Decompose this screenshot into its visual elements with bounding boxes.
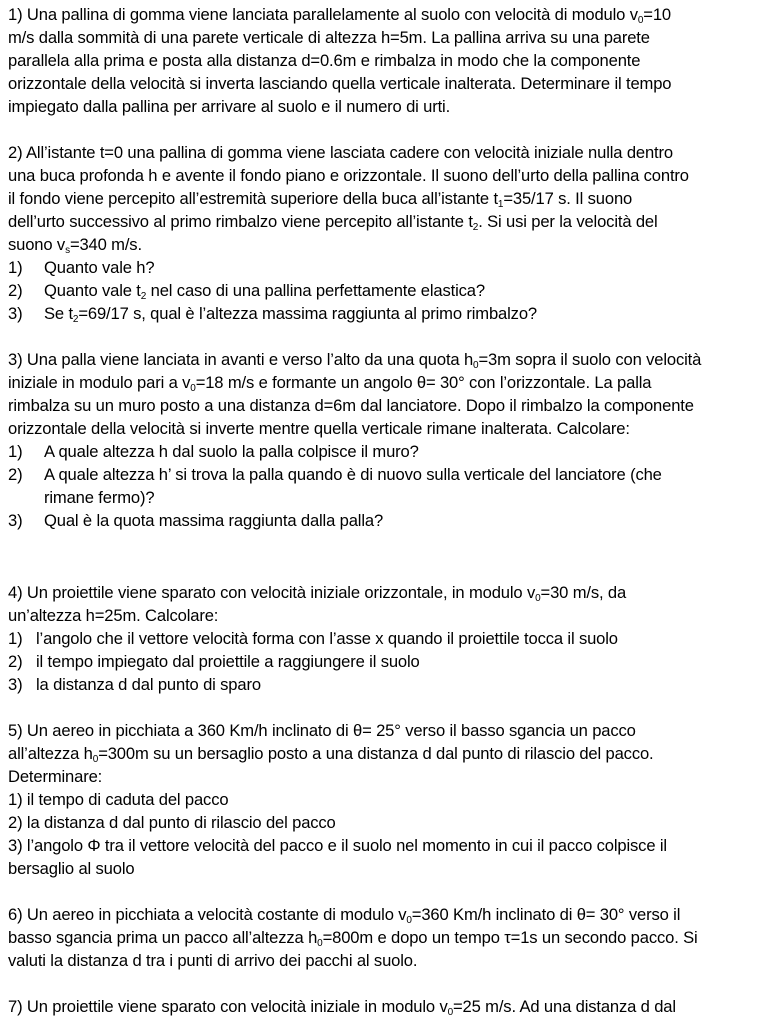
- problem-4: [8, 581, 760, 696]
- text-line: un’altezza h=25m. Calcolare:: [8, 606, 219, 625]
- problem-7: [8, 995, 760, 1018]
- text-line: all’altezza $h_0=300m$ su un bersaglio posto a una distanza d dal punto di rilascio del pacco.: [8, 744, 654, 765]
- list-item: 2) Quanto vale $t_2$ nel caso di una pallina perfettamente elastica?: [8, 281, 485, 302]
- text-line: 2) All’istante t=0 una pallina di gomma viene lasciata cadere con velocità iniziale nulla dentro: [8, 143, 673, 162]
- text-line: 7) Un proiettile viene sparato con velocità iniziale in modulo $v_0=25$ m/s. Ad una distanza d dal: [8, 997, 676, 1018]
- text-line: bersaglio al suolo: [8, 859, 135, 878]
- text-line: valuti la distanza d tra i punti di arrivo dei pacchi al suolo.: [8, 951, 418, 970]
- list-item: 1) l’angolo che il vettore velocità forma con l’asse x quando il proiettile tocca il suolo: [8, 629, 618, 648]
- question-list: [8, 440, 760, 532]
- list-item: 2) il tempo impiegato dal proiettile a raggiungere il suolo: [8, 652, 420, 671]
- list-item: 3) Se $t_2=69/17$ s, qual è l’altezza massima raggiunta al primo rimbalzo?: [8, 304, 537, 325]
- text-line: 2) la distanza d dal punto di rilascio del pacco: [8, 813, 336, 832]
- text-line: 1) il tempo di caduta del pacco: [8, 790, 229, 809]
- text-line: basso sgancia prima un pacco all’altezza $h_0=800m$ e dopo un tempo τ=1s un secondo pacco. Si: [8, 928, 698, 949]
- problem-2: [8, 141, 760, 325]
- list-item: 3) Qual è la quota massima raggiunta dalla palla?: [8, 511, 384, 530]
- text-line: orizzontale della velocità si inverta lasciando quella verticale inalterata. Determinare il tempo: [8, 74, 672, 93]
- question-list: [8, 256, 760, 325]
- problem-5: [8, 719, 760, 880]
- text-line: il fondo viene percepito all’estremità superiore della buca all’istante $t_1=35/17$ s. Il suono: [8, 189, 633, 210]
- text-line: 3) Una palla viene lanciata in avanti e verso l’alto da una quota $h_0=3m$ sopra il suolo con velocità: [8, 350, 702, 371]
- text-line: 6) Un aereo in picchiata a velocità costante di modulo $v_0=360$ Km/h inclinato di θ= 30° verso il: [8, 905, 681, 926]
- text-line: rimbalza su un muro posto a una distanza d=6m dal lanciatore. Dopo il rimbalzo la componente: [8, 396, 694, 415]
- text-line: orizzontale della velocità si inverte mentre quella verticale rimane inalterata. Calcolare:: [8, 419, 630, 438]
- list-item: 1) A quale altezza h dal suolo la palla colpisce il muro?: [8, 442, 419, 461]
- text-line: Determinare:: [8, 767, 103, 786]
- text-line: 4) Un proiettile viene sparato con velocità iniziale orizzontale, in modulo $v_0=30$ m/s, da: [8, 583, 627, 604]
- text-line: suono $v_s=340$ m/s.: [8, 235, 142, 256]
- text-line: una buca profonda h e avente il fondo piano e orizzontale. Il suono dell’urto della pallina contro: [8, 166, 689, 185]
- text-line: parallela alla prima e posta alla distanza d=0.6m e rimbalza in modo che la componente: [8, 51, 641, 70]
- text-line: 3) l’angolo Φ tra il vettore velocità del pacco e il suolo nel momento in cui il pacco colpisce il: [8, 836, 667, 855]
- problem-1: [8, 3, 760, 118]
- text-line: dell’urto successivo al primo rimbalzo viene percepito all’istante $t_2$. Si usi per la velocità del: [8, 212, 658, 233]
- problem-3: [8, 348, 760, 532]
- text-line: 5) Un aereo in picchiata a 360 Km/h inclinato di θ= 25° verso il basso sgancia un pacco: [8, 721, 636, 740]
- text-line: impiegato dalla pallina per arrivare al suolo e il numero di urti.: [8, 97, 451, 116]
- list-item: 2) A quale altezza h’ si trova la palla quando è di nuovo sulla verticale del lanciatore (che rimane fermo)?: [8, 465, 662, 507]
- text-line: m/s dalla sommità di una parete verticale di altezza h=5m. La pallina arriva su una parete: [8, 28, 650, 47]
- list-item: 3) la distanza d dal punto di sparo: [8, 675, 261, 694]
- question-list: [8, 627, 760, 696]
- list-item: 1) Quanto vale h?: [8, 258, 155, 277]
- text-line: iniziale in modulo pari a $v_0=18$ m/s e formante un angolo θ= 30° con l’orizzontale. La palla: [8, 373, 652, 394]
- text-line: 1) Una pallina di gomma viene lanciata parallelamente al suolo con velocità di modulo $v_0=10$: [8, 5, 671, 26]
- problem-6: [8, 903, 760, 972]
